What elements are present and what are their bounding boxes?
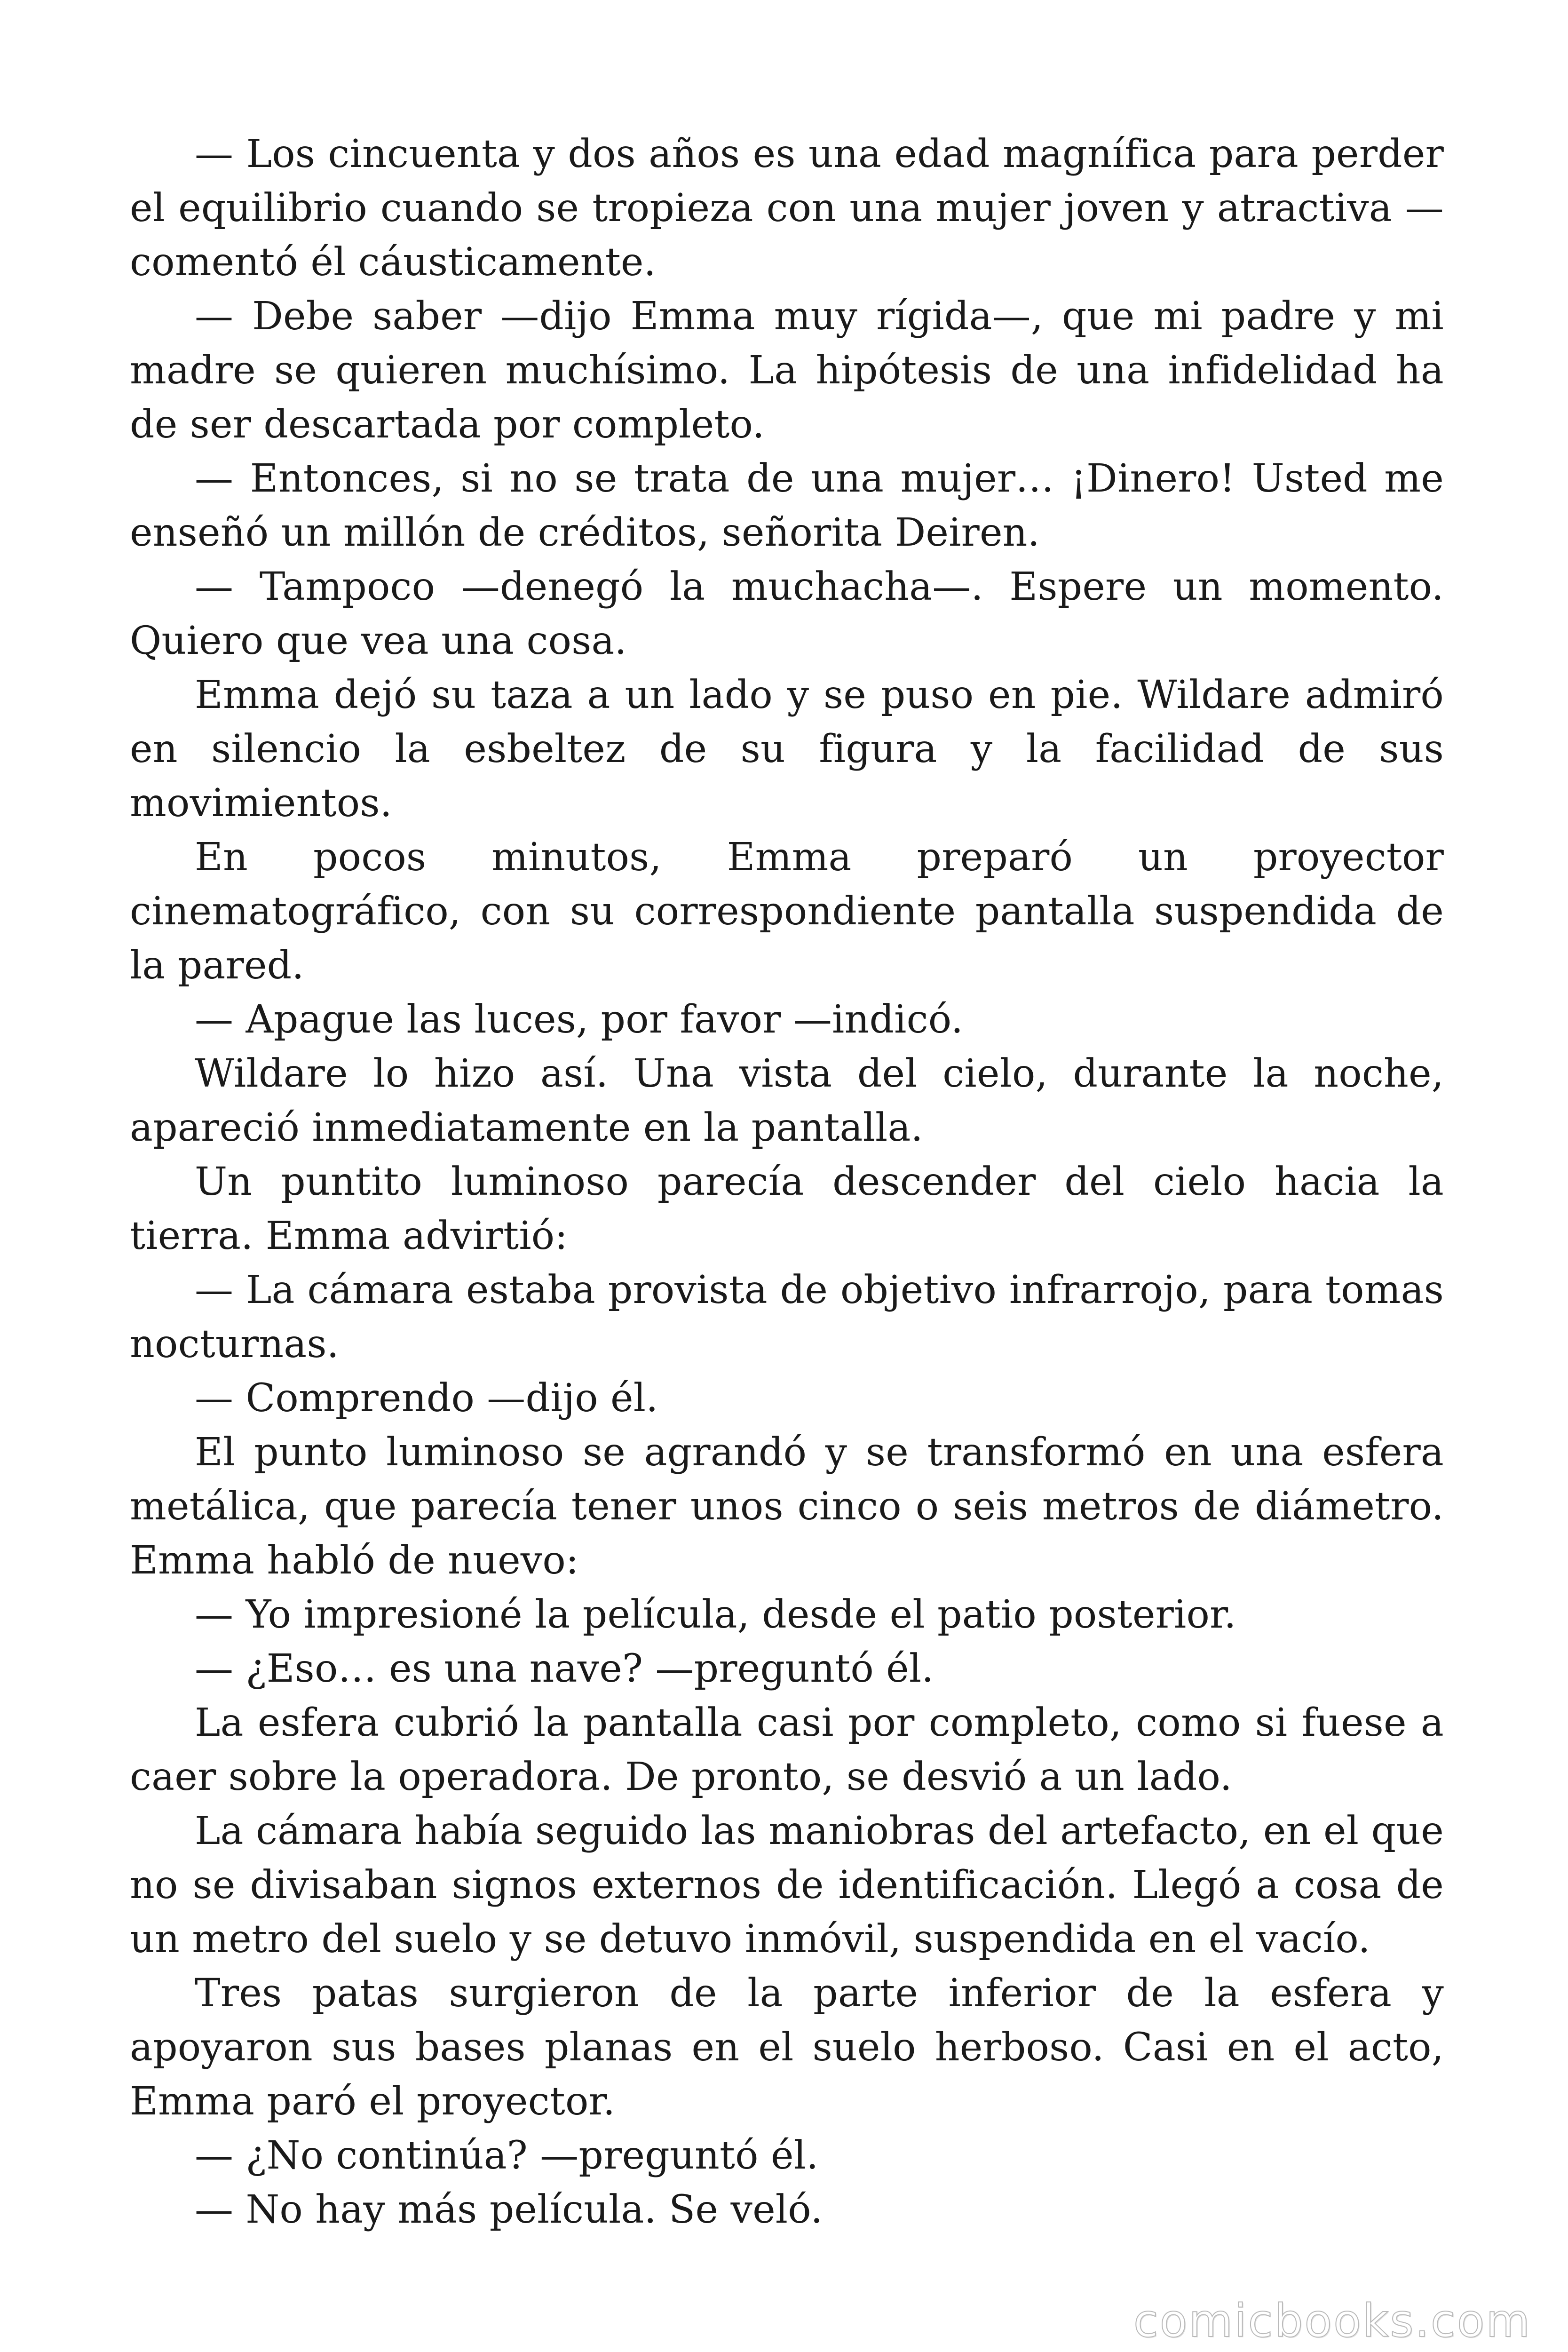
paragraph: El punto luminoso se agrandó y se transformó en una esfera metálica, que parecía tener unos cinco o seis metros de diámetro. Emma habló de nuevo:: [130, 1430, 1444, 1583]
paragraph: — Comprendo —dijo él.: [195, 1376, 658, 1421]
paragraph: Emma dejó su taza a un lado y se puso en pie. Wildare admiró en silencio la esbeltez de su figura y la facilidad de sus movimientos.: [130, 673, 1444, 826]
paragraph: Wildare lo hizo así. Una vista del cielo, durante la noche, apareció inmediatamente en la pantalla.: [130, 1051, 1444, 1150]
paragraph: — Apague las luces, por favor —indicó.: [195, 997, 964, 1042]
paragraph: — ¿No continúa? —preguntó él.: [195, 2133, 819, 2178]
paragraph: La cámara había seguido las maniobras del artefacto, en el que no se divisaban signos externos de identificación. Llegó a cosa de un metro del suelo y se detuvo inmóvil, suspendida en el vacío.: [130, 1809, 1444, 1962]
paragraph: — Los cincuenta y dos años es una edad magnífica para perder el equilibrio cuando se tropieza con una mujer joven y atractiva — comentó él cáusticamente.: [130, 132, 1444, 285]
paragraph: — ¿Eso… es una nave? —preguntó él.: [195, 1646, 934, 1691]
paragraph: La esfera cubrió la pantalla casi por completo, como si fuese a caer sobre la operadora. De pronto, se desvió a un lado.: [130, 1700, 1444, 1799]
paragraph: — No hay más película. Se veló.: [195, 2187, 823, 2232]
paragraph: — Entonces, si no se trata de una mujer… ¡Dinero! Usted me enseñó un millón de créditos, señorita Deiren.: [130, 456, 1444, 555]
paragraph: En pocos minutos, Emma preparó un proyector cinematográfico, con su correspondiente pantalla suspendida de la pared.: [130, 835, 1444, 988]
paragraph: — La cámara estaba provista de objetivo infrarrojo, para tomas nocturnas.: [130, 1268, 1444, 1367]
paragraph: — Tampoco —denegó la muchacha—. Espere un momento. Quiero que vea una cosa.: [130, 564, 1444, 663]
paragraph: — Debe saber —dijo Emma muy rígida—, que mi padre y mi madre se quieren muchísimo. La hipótesis de una infidelidad ha de ser descartada por completo.: [130, 294, 1444, 447]
paragraph: Tres patas surgieron de la parte inferior de la esfera y apoyaron sus bases planas en el suelo herboso. Casi en el acto, Emma paró el proyector.: [130, 1971, 1444, 2124]
paragraph: Un puntito luminoso parecía descender del cielo hacia la tierra. Emma advirtió:: [130, 1160, 1444, 1258]
paragraph: — Yo impresioné la película, desde el patio posterior.: [195, 1592, 1236, 1637]
book-page-text: [130, 127, 1444, 2237]
watermark-logo: comicbooks.com: [1133, 2295, 1531, 2347]
